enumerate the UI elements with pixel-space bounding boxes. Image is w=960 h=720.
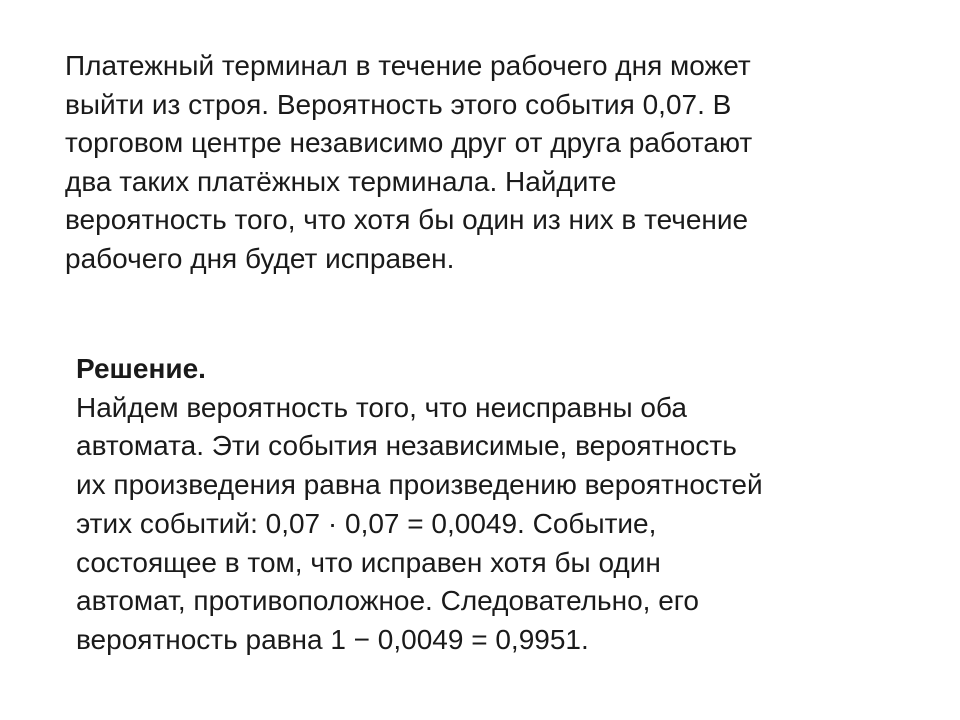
solution-line: Найдем вероятность того, что неисправны оба xyxy=(76,391,687,423)
problem-line: рабочего дня будет исправен. xyxy=(65,242,455,274)
problem-line: вероятность того, что хотя бы один из них в течение xyxy=(65,204,749,235)
problem-line: Платежный терминал в течение рабочего дня может xyxy=(65,50,751,81)
solution-line: автомат, противоположное. Следовательно, его xyxy=(76,585,699,617)
solution-heading: Решение. xyxy=(76,353,206,384)
problem-text xyxy=(65,47,905,278)
solution-line: автомата. Эти события независимые, вероятность xyxy=(76,430,737,462)
problem-line: два таких платёжных терминала. Найдите xyxy=(65,165,617,197)
problem-line: выйти из строя. Вероятность этого события 0,07. В xyxy=(65,88,732,120)
solution-text xyxy=(76,350,916,660)
solution-line: их произведения равна произведению вероятностей xyxy=(76,469,763,501)
solution-line: вероятность равна 1 − 0,0049 = 0,9951. xyxy=(76,623,589,655)
solution-line: состоящее в том, что исправен хотя бы один xyxy=(76,546,661,578)
problem-line: торговом центре независимо друг от друга работают xyxy=(65,127,753,158)
solution-line: этих событий: 0,07 · 0,07 = 0,0049. Событие, xyxy=(76,507,657,539)
